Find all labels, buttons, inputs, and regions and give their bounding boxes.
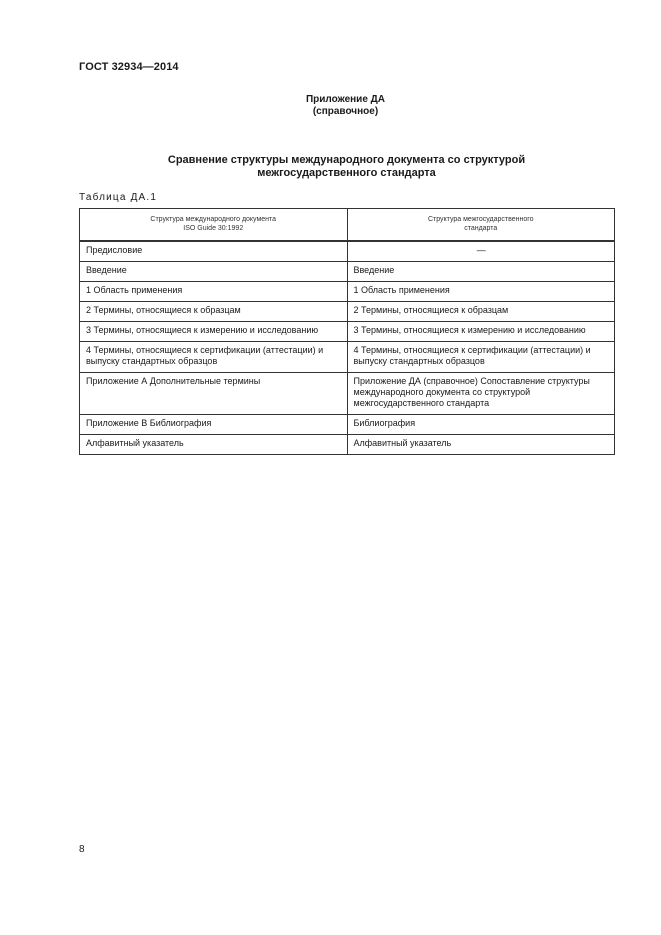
header-left-line1: Структура международного документа: [150, 216, 277, 223]
standard-id-header: ГОСТ 32934—2014: [79, 61, 179, 73]
comparison-table: [79, 208, 615, 455]
table-row: [80, 435, 615, 455]
cell-right: 4 Термины, относящиеся к сертификации (аттестации) и выпуску стандартных образцов: [347, 342, 615, 373]
cell-left: Алфавитный указатель: [80, 435, 348, 455]
cell-left: 1 Область применения: [80, 282, 348, 302]
table-header-row: [80, 209, 615, 242]
header-international-structure: [80, 209, 348, 242]
cell-left: 3 Термины, относящиеся к измерению и исследованию: [80, 322, 348, 342]
header-right-line2: стандарта: [464, 225, 498, 232]
table-caption: Таблица ДА.1: [79, 192, 158, 203]
table-row: [80, 373, 615, 415]
table-row: [80, 342, 615, 373]
cell-right: 3 Термины, относящиеся к измерению и исследованию: [347, 322, 615, 342]
cell-right: Библиография: [347, 415, 615, 435]
cell-right: Введение: [347, 262, 615, 282]
document-title: [0, 154, 661, 180]
table-row: [80, 282, 615, 302]
cell-right: 2 Термины, относящиеся к образцам: [347, 302, 615, 322]
table-row: [80, 241, 615, 262]
header-left-line2: ISO Guide 30:1992: [183, 225, 244, 232]
cell-right: —: [347, 241, 615, 262]
header-interstate-structure: [347, 209, 615, 242]
appendix-title-line1: Приложение ДА: [305, 94, 386, 105]
document-title-line1: Сравнение структуры международного документа со структурой: [167, 154, 526, 166]
table-row: [80, 415, 615, 435]
cell-left: Предисловие: [80, 241, 348, 262]
cell-right: Приложение ДА (справочное) Сопоставление структуры международного документа со структурой межгосударственного стандарта: [347, 373, 615, 415]
appendix-title-line2: (справочное): [312, 106, 379, 117]
table-row: [80, 322, 615, 342]
cell-left: Введение: [80, 262, 348, 282]
page-number: 8: [79, 844, 85, 855]
cell-left: Приложение А Дополнительные термины: [80, 373, 348, 415]
cell-left: 2 Термины, относящиеся к образцам: [80, 302, 348, 322]
document-title-line2: межгосударственного стандарта: [257, 167, 436, 179]
cell-left: 4 Термины, относящиеся к сертификации (аттестации) и выпуску стандартных образцов: [80, 342, 348, 373]
table-row: [80, 262, 615, 282]
header-right-line1: Структура межгосударственного: [427, 216, 534, 223]
cell-right: 1 Область применения: [347, 282, 615, 302]
cell-left: Приложение В Библиография: [80, 415, 348, 435]
cell-right: Алфавитный указатель: [347, 435, 615, 455]
table-row: [80, 302, 615, 322]
appendix-title: [0, 94, 661, 118]
